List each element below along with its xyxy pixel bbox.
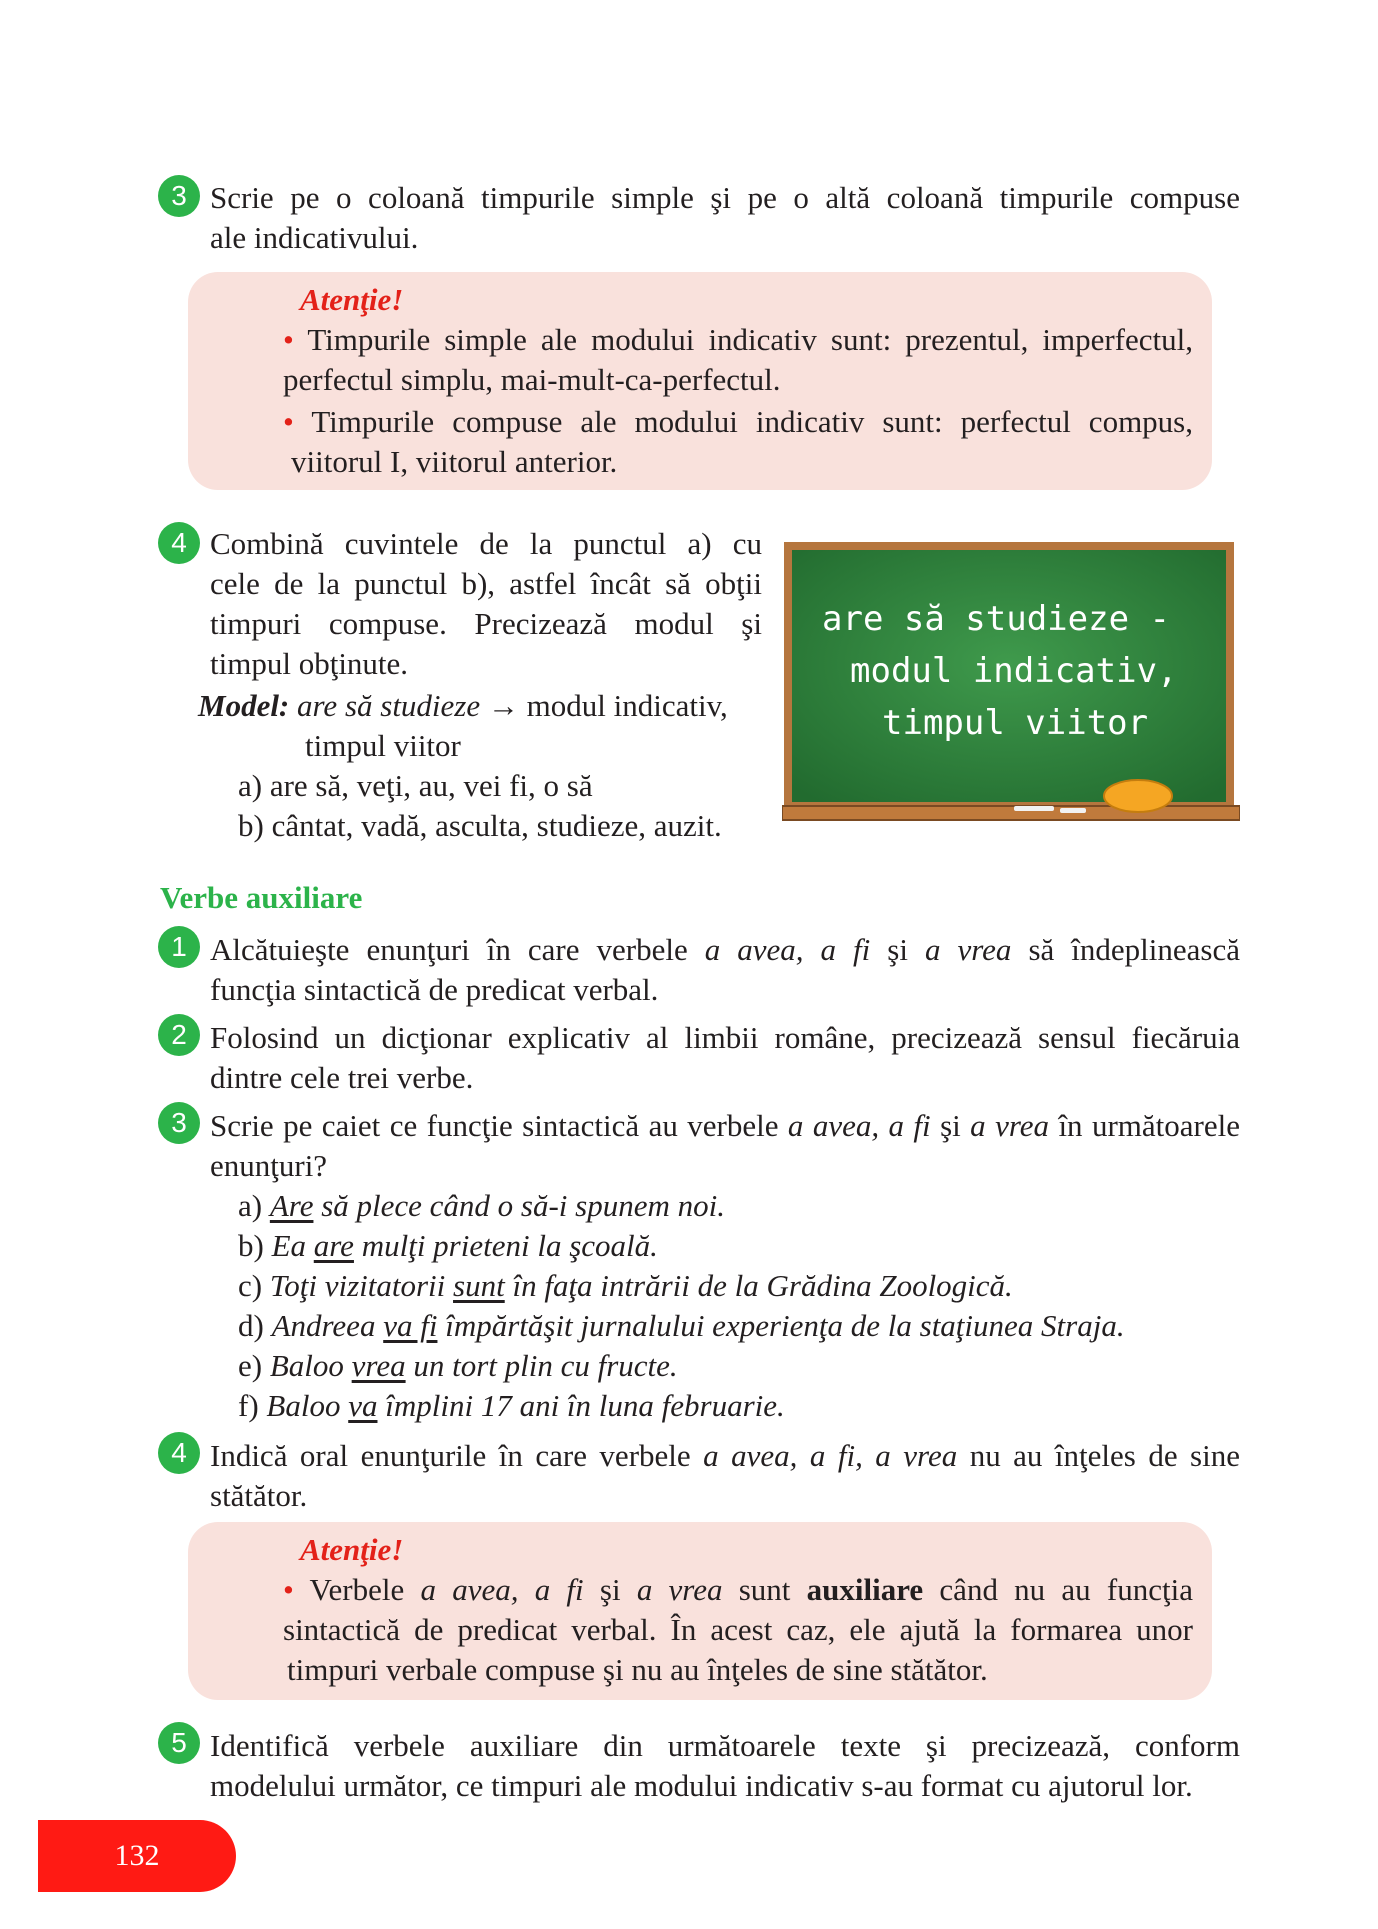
exercise-text: enunţuri?	[210, 1148, 328, 1183]
note-text: Timpurile compuse ale modului indicativ sunt: perfectul compus,	[311, 404, 1193, 439]
page-number: 132	[38, 1820, 236, 1892]
model-line-2: timpul viitor	[305, 728, 461, 763]
exercise-text: Scrie pe caiet ce funcţie sintactică au verbele a avea, a fi şi a vrea în următoarele	[210, 1108, 1240, 1143]
underlined-verb: va fi	[383, 1308, 438, 1343]
note-text: viitorul I, viitorul anterior.	[291, 444, 618, 479]
attention-title: Atenţie!	[300, 282, 404, 317]
sentence-item: f) Baloo va împlini 17 ani în luna februarie.	[238, 1388, 785, 1423]
exercise-number-badge: 4	[158, 1432, 200, 1474]
underlined-verb: va	[348, 1388, 378, 1423]
exercise-number-badge: 4	[158, 522, 200, 564]
exercise-text: funcţia sintactică de predicat verbal.	[210, 972, 659, 1007]
chalk-stick	[1014, 806, 1054, 811]
sentence-item: d) Andreea va fi împărtăşit jurnalului experienţa de la staţiunea Straja.	[238, 1308, 1125, 1343]
exercise-number-badge: 3	[158, 1102, 200, 1144]
exercise-text: Folosind un dicţionar explicativ al limbii române, precizează sensul fiecăruia	[210, 1020, 1240, 1055]
exercise-text: timpuri compuse. Precizează modul şi	[210, 606, 762, 641]
note-text: perfectul simplu, mai-mult-ca-perfectul.	[283, 362, 781, 397]
exercise-number-badge: 2	[158, 1014, 200, 1056]
chalkboard-graphic	[782, 540, 1240, 830]
underlined-verb: sunt	[453, 1268, 505, 1303]
item-a: a) are să, veţi, au, vei fi, o să	[238, 768, 593, 803]
arrow-icon: →	[487, 688, 519, 723]
exercise-text: Scrie pe o coloană timpurile simple şi pe o altă coloană timpurile compuse	[210, 180, 1240, 215]
model-label: Model:	[198, 688, 290, 723]
exercise-text: Indică oral enunţurile în care verbele a avea, a fi, a vrea nu au înţeles de sine	[210, 1438, 1240, 1473]
exercise-number-badge: 1	[158, 926, 200, 968]
chalk-text-line-1: are să studieze -	[822, 599, 1170, 639]
underlined-verb: vrea	[351, 1348, 406, 1383]
item-b: b) cântat, vadă, asculta, studieze, auzit.	[238, 808, 722, 843]
model-rest: modul indicativ,	[526, 688, 728, 723]
exercise-text: dintre cele trei verbe.	[210, 1060, 474, 1095]
bullet-icon: •	[283, 404, 294, 439]
bullet-icon: •	[283, 1572, 294, 1607]
sentence-item: c) Toţi vizitatorii sunt în faţa intrării de la Grădina Zoologică.	[238, 1268, 1013, 1303]
chalk-stick	[1060, 808, 1086, 813]
chalk-text-line-3: timpul viitor	[882, 703, 1149, 743]
model-example: are să studieze	[297, 688, 481, 723]
exercise-text: Identifică verbele auxiliare din următoarele texte şi precizează, conform	[210, 1728, 1240, 1763]
exercise-text: cele de la punctul b), astfel încât să obţii	[210, 566, 762, 601]
chalk-text-line-2: modul indicativ,	[850, 651, 1178, 691]
exercise-text: timpul obţinute.	[210, 646, 409, 681]
note-bullet-text: • Verbele a avea, a fi şi a vrea sunt auxiliare când nu au funcţia	[283, 1572, 1193, 1607]
note-bullet-text	[283, 320, 1193, 360]
chalkboard-illustration	[782, 540, 1240, 830]
sentence-item: b) Ea are mulţi prieteni la şcoală.	[238, 1228, 658, 1263]
note-text: sintactică de predicat verbal. În acest caz, ele ajută la formarea unor	[283, 1612, 1193, 1647]
underlined-verb: are	[313, 1228, 354, 1263]
bullet-icon: •	[283, 322, 294, 357]
model-line	[198, 686, 728, 726]
attention-title: Atenţie!	[300, 1532, 404, 1567]
underlined-verb: Are	[269, 1188, 314, 1223]
exercise-text: Alcătuieşte enunţuri în care verbele a avea, a fi şi a vrea să îndeplinească	[210, 932, 1240, 967]
sentence-item: a) Are să plece când o să-i spunem noi.	[238, 1188, 725, 1223]
exercise-text: stătător.	[210, 1478, 308, 1513]
sponge-icon	[1104, 780, 1172, 812]
board-ledge	[782, 806, 1240, 820]
sentence-item: e) Baloo vrea un tort plin cu fructe.	[238, 1348, 678, 1383]
section-heading: Verbe auxiliare	[160, 880, 363, 915]
note-text: timpuri verbale compuse şi nu au înţeles de sine stătător.	[287, 1652, 988, 1687]
exercise-number-badge: 5	[158, 1722, 200, 1764]
note-text: Timpurile simple ale modului indicativ sunt: prezentul, imperfectul,	[307, 322, 1193, 357]
exercise-number-badge: 3	[158, 175, 200, 217]
exercise-text: ale indicativului.	[210, 220, 419, 255]
exercise-text: modelului următor, ce timpuri ale modului indicativ s-au format cu ajutorul lor.	[210, 1768, 1193, 1803]
note-bullet-text	[283, 402, 1193, 442]
exercise-text: Combină cuvintele de la punctul a) cu	[210, 526, 762, 561]
